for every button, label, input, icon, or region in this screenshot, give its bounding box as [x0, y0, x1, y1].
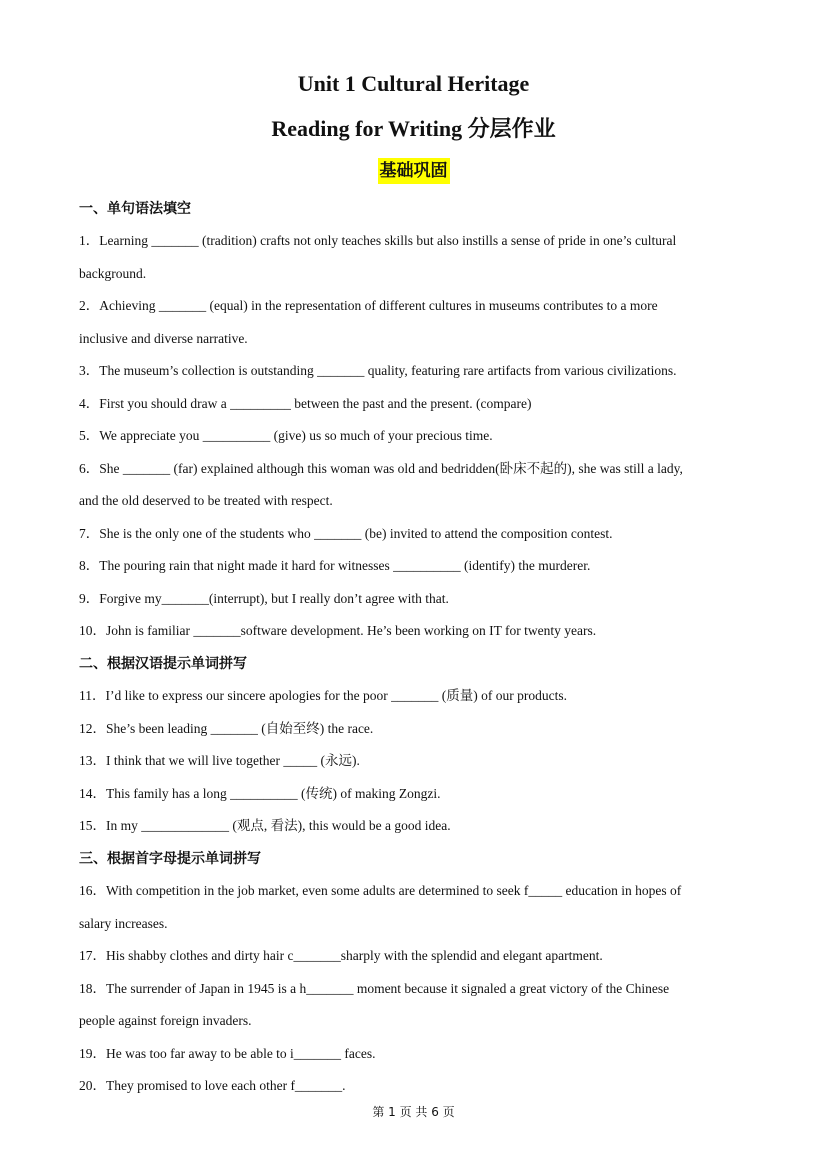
question-line: 3．The museum’s collection is outstanding _______ quality, featuring rare artifacts from various civilizations.	[79, 363, 677, 378]
question-line: 12．She’s been leading _______ (自始至终) the race.	[79, 721, 374, 736]
section-heading-grammar-fill: 一、单句语法填空	[79, 201, 191, 217]
question-line: 4．First you should draw a _________ between the past and the present. (compare)	[79, 396, 532, 411]
question-line: 6．She _______ (far) explained although this woman was old and bedridden(卧床不起的), she was still a lady,	[79, 461, 683, 476]
section-heading-initial-letter: 三、根据首字母提示单词拼写	[79, 851, 261, 867]
question-line: 18．The surrender of Japan in 1945 is a h_______ moment because it signaled a great victory of the Chinese	[79, 981, 670, 996]
question-line: 13．I think that we will live together _____ (永远).	[79, 753, 360, 768]
document-title: Unit 1 Cultural Heritage	[297, 71, 530, 96]
question-line: 8．The pouring rain that night made it hard for witnesses __________ (identify) the murderer.	[79, 558, 591, 573]
question-line: and the old deserved to be treated with respect.	[79, 493, 333, 508]
question-line: 5．We appreciate you __________ (give) us so much of your precious time.	[79, 428, 493, 443]
level-badge: 基础巩固	[378, 158, 450, 184]
question-line: 9．Forgive my_______(interrupt), but I really don’t agree with that.	[79, 591, 449, 606]
document-subtitle: Reading for Writing 分层作业	[271, 116, 556, 141]
question-line: 17．His shabby clothes and dirty hair c_______sharply with the splendid and elegant apartment.	[79, 948, 603, 963]
question-line: 15．In my _____________ (观点, 看法), this would be a good idea.	[79, 818, 451, 833]
question-line: background.	[79, 266, 147, 281]
question-line: 2．Achieving _______ (equal) in the representation of different cultures in museums contributes to a more	[79, 298, 658, 313]
question-line: 14．This family has a long __________ (传统) of making Zongzi.	[79, 786, 441, 801]
question-line: 7．She is the only one of the students who _______ (be) invited to attend the composition contest.	[79, 526, 613, 541]
section-heading-chinese-hint: 二、根据汉语提示单词拼写	[79, 656, 247, 672]
question-line: 10．John is familiar _______software development. He’s been working on IT for twenty years.	[79, 623, 597, 638]
page-footer: 第 1 页 共 6 页	[372, 1105, 455, 1119]
question-line: 20．They promised to love each other f_______.	[79, 1078, 346, 1093]
level-badge-container	[0, 158, 827, 184]
question-line: 1．Learning _______ (tradition) crafts not only teaches skills but also instills a sense of pride in one’s cultural	[79, 233, 677, 248]
question-line: 16．With competition in the job market, even some adults are determined to seek f_____ education in hopes of	[79, 883, 682, 898]
question-line: inclusive and diverse narrative.	[79, 331, 248, 346]
question-line: 11．I’d like to express our sincere apologies for the poor _______ (质量) of our products.	[79, 688, 568, 703]
question-line: people against foreign invaders.	[79, 1013, 252, 1028]
question-line: salary increases.	[79, 916, 168, 931]
question-line: 19．He was too far away to be able to i_______ faces.	[79, 1046, 376, 1061]
